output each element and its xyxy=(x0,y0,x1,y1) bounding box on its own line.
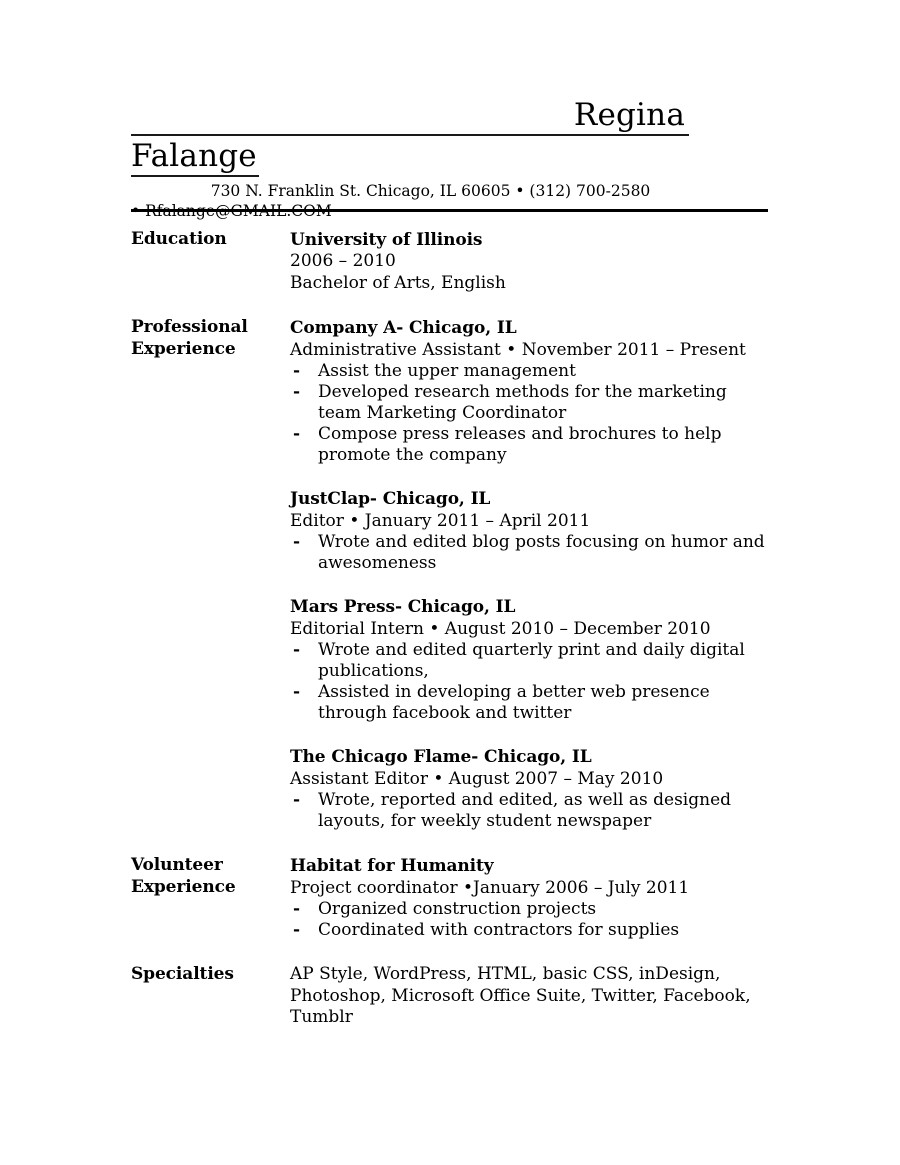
job-bullet-list xyxy=(290,361,771,466)
job-organization: Company A- Chicago, IL xyxy=(290,318,517,338)
bullet-marker-icon: - xyxy=(293,682,301,702)
education-school: University of Illinois xyxy=(290,230,483,250)
job-organization: Mars Press- Chicago, IL xyxy=(290,597,516,617)
candidate-name-line-1: Regina xyxy=(131,96,689,136)
resume-header xyxy=(131,96,768,221)
volunteer-bullet-text: Coordinated with contractors for supplies xyxy=(318,920,680,940)
resume-body xyxy=(131,229,771,1029)
section-content-volunteer-experience xyxy=(290,855,771,941)
spacer xyxy=(131,832,771,855)
section-label-specialties: Specialties xyxy=(131,964,234,984)
job-bullet xyxy=(290,382,771,424)
section-volunteer-experience xyxy=(131,855,771,941)
section-content-specialties xyxy=(290,964,771,1029)
header-divider xyxy=(131,209,768,212)
job-organization: JustClap- Chicago, IL xyxy=(290,489,491,509)
section-content-professional-experience xyxy=(290,317,771,832)
section-label-line-2: Experience xyxy=(131,876,236,897)
job-bullet-text: Developed research methods for the marketing team Marketing Coordinator xyxy=(318,382,727,423)
spacer xyxy=(131,294,771,317)
bullet-marker-icon: - xyxy=(293,361,301,381)
job-bullet xyxy=(290,424,771,466)
job-entry xyxy=(290,488,771,574)
job-entry xyxy=(290,746,771,832)
section-label-line-2: Experience xyxy=(131,338,236,359)
education-years: 2006 – 2010 xyxy=(290,251,396,271)
section-label-volunteer-experience xyxy=(131,855,290,898)
section-content-education xyxy=(290,229,771,294)
bullet-marker-icon: - xyxy=(293,532,301,552)
volunteer-organization: Habitat for Humanity xyxy=(290,856,494,876)
job-bullet xyxy=(290,790,771,832)
section-specialties xyxy=(131,964,771,1029)
job-bullet-text: Wrote and edited quarterly print and daily digital publications, xyxy=(318,640,745,681)
job-bullet-text: Compose press releases and brochures to help promote the company xyxy=(318,424,722,465)
spacer xyxy=(290,724,771,746)
specialties-text: AP Style, WordPress, HTML, basic CSS, inDesign, Photoshop, Microsoft Office Suite, Twitter, Facebook, Tumblr xyxy=(290,964,751,1027)
spacer xyxy=(290,574,771,596)
job-bullet-text: Wrote and edited blog posts focusing on humor and awesomeness xyxy=(318,532,765,573)
volunteer-bullet-list xyxy=(290,899,771,941)
job-bullet xyxy=(290,682,771,724)
job-bullet-text: Assisted in developing a better web presence through facebook and twitter xyxy=(318,682,710,723)
volunteer-bullet xyxy=(290,920,771,941)
job-entry xyxy=(290,317,771,466)
job-bullet-list xyxy=(290,532,771,574)
section-label-education: Education xyxy=(131,229,227,249)
bullet-marker-icon: - xyxy=(293,640,301,660)
job-role: Administrative Assistant • November 2011 – Present xyxy=(290,340,746,360)
volunteer-bullet xyxy=(290,899,771,920)
job-role: Editor • January 2011 – April 2011 xyxy=(290,511,591,531)
job-role: Assistant Editor • August 2007 – May 2010 xyxy=(290,769,664,789)
job-bullet-list xyxy=(290,640,771,724)
section-label-line-1: Professional xyxy=(131,317,248,337)
bullet-marker-icon: - xyxy=(293,899,301,919)
job-bullet-text: Assist the upper management xyxy=(318,361,576,381)
candidate-name-line-2: Falange xyxy=(131,137,259,177)
job-bullet xyxy=(290,361,771,382)
section-education xyxy=(131,229,771,294)
job-organization: The Chicago Flame- Chicago, IL xyxy=(290,747,592,767)
section-professional-experience xyxy=(131,317,771,832)
job-bullet-text: Wrote, reported and edited, as well as designed layouts, for weekly student newspaper xyxy=(318,790,732,831)
job-entry xyxy=(290,596,771,724)
bullet-marker-icon: - xyxy=(293,382,301,402)
contact-block xyxy=(131,181,768,221)
job-bullet xyxy=(290,640,771,682)
bullet-marker-icon: - xyxy=(293,920,301,940)
section-label-line-1: Volunteer xyxy=(131,855,223,875)
contact-address-phone: 730 N. Franklin St. Chicago, IL 60605 • (312) 700-2580 xyxy=(210,182,651,200)
contact-email: • Rfalange@GMAIL.COM xyxy=(131,202,332,220)
education-degree: Bachelor of Arts, English xyxy=(290,272,506,293)
job-bullet-list xyxy=(290,790,771,832)
section-label-professional-experience xyxy=(131,317,290,360)
job-bullet xyxy=(290,532,771,574)
job-role: Editorial Intern • August 2010 – December 2010 xyxy=(290,619,711,639)
bullet-marker-icon: - xyxy=(293,790,301,810)
volunteer-bullet-text: Organized construction projects xyxy=(318,899,597,919)
spacer xyxy=(290,466,771,488)
bullet-marker-icon: - xyxy=(293,424,301,444)
spacer xyxy=(131,941,771,964)
volunteer-role: Project coordinator •January 2006 – July 2011 xyxy=(290,878,690,898)
